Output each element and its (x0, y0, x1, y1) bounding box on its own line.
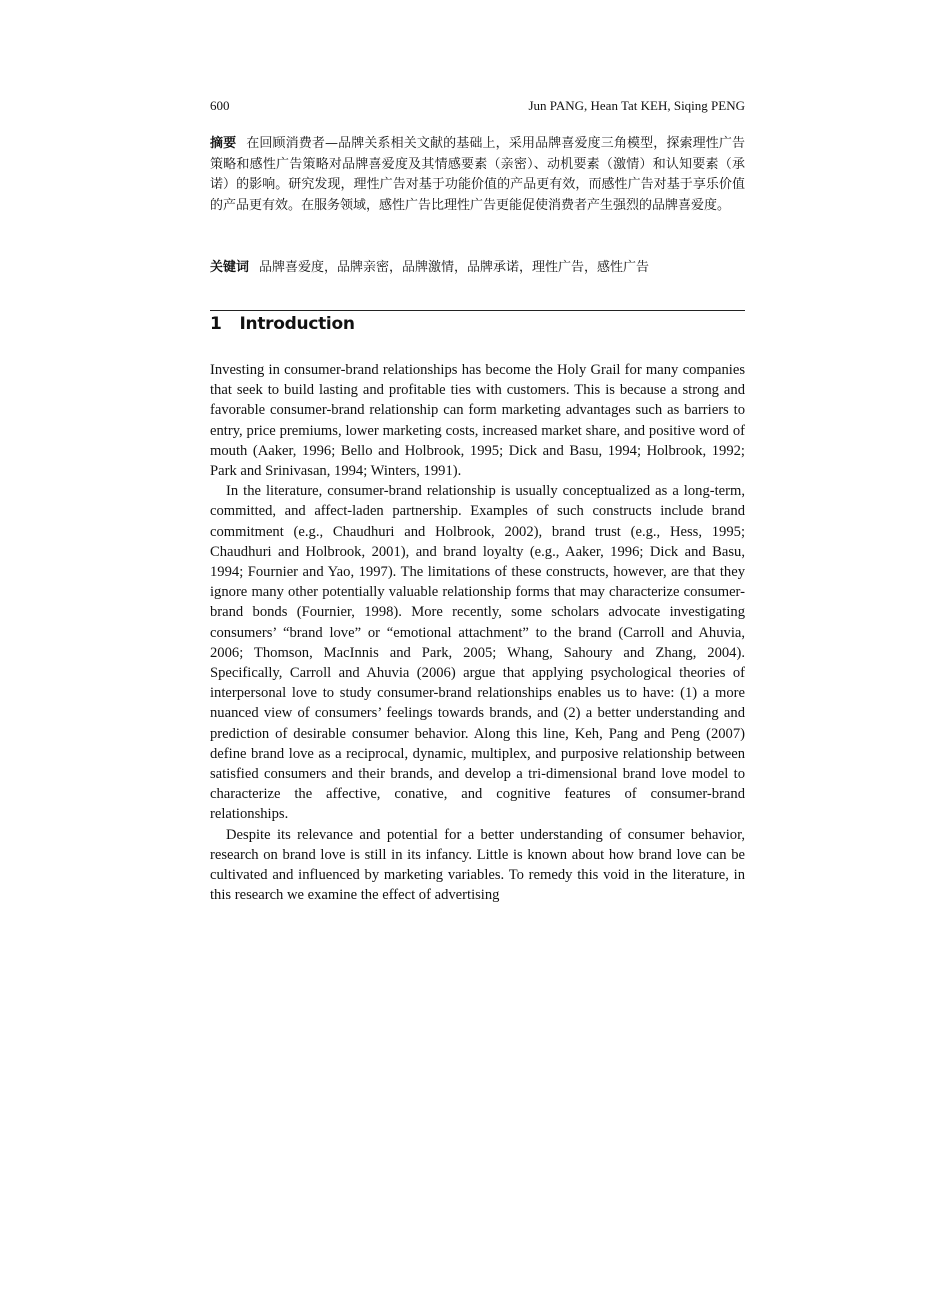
abstract-label: 摘要 (210, 136, 237, 151)
chinese-keywords (210, 256, 745, 275)
paragraph: Investing in consumer-brand relationships has become the Holy Grail for many companies that seek to build lasting and profitable ties with customers. This is because a strong and favorable consumer-brand relationship can form marketing advantages such as barriers to entry, price premiums, lower marketing costs, increased market share, and positive word of mouth (Aaker, 1996; Bello and Holbrook, 1995; Dick and Basu, 1994; Holbrook, 1992; Park and Srinivasan, 1994; Winters, 1991). (210, 362, 745, 480)
paragraph: In the literature, consumer-brand relationship is usually conceptualized as a long-term, committed, and affect-laden partnership. Examples of such constructs include brand commitment (e.g., Chaudhuri and Holbrook, 2002), brand trust (e.g., Hess, 1995; Chaudhuri and Holbrook, 2001), and brand loyalty (e.g., Aaker, 1996; Dick and Basu, 1994; Fournier and Yao, 1997). The limitations of these constructs, however, are that they ignore many other potentially valuable relationship forms that may characterize consumer-brand bonds (Fournier, 1998). More recently, some scholars advocate investigating consumers’ “brand love” or “emotional attachment” to the brand (Carroll and Ahuvia, 2006; Thomson, MacInnis and Park, 2005; Whang, Sahoury and Zhang, 2004). Specifically, Carroll and Ahuvia (2006) argue that applying psychological theories of interpersonal love to study consumer-brand relationships enables us to have: (1) a more nuanced view of consumers’ feelings towards brands, and (2) a better understanding and prediction of desirable consumer behavior. Along this line, Keh, Pang and Peng (2007) define brand love as a reciprocal, dynamic, multiplex, and purposive relationship between satisfied consumers and their brands, and develop a tri-dimensional brand love model to characterize the affective, conative, and cognitive features of consumer-brand relationships. (210, 483, 745, 823)
abstract-text: 在回顾消费者—品牌关系相关文献的基础上，采用品牌喜爱度三角模型，探索理性广告策略和感性广告策略对品牌喜爱度及其情感要素（亲密）、动机要素（激情）和认知要素（承诺）的影响。研究发现，理性广告对基于功能价值的产品更有效，而感性广告对基于享乐价值的产品更有效。在服务领域，感性广告比理性广告更能促使消费者产生强烈的品牌喜爱度。 (210, 136, 745, 213)
body-text (210, 360, 745, 905)
running-header (210, 98, 745, 114)
section-title: Introduction (239, 314, 355, 334)
running-authors: Jun PANG, Hean Tat KEH, Siqing PENG (528, 98, 745, 113)
section-divider (210, 310, 745, 311)
keywords-text: 品牌喜爱度，品牌亲密，品牌激情，品牌承诺，理性广告，感性广告 (259, 260, 650, 275)
chinese-abstract (210, 134, 745, 216)
section-number: 1 (210, 314, 222, 334)
keywords-label: 关键词 (210, 260, 250, 275)
page-number: 600 (210, 98, 230, 113)
section-heading (210, 314, 355, 334)
paragraph: Despite its relevance and potential for a better understanding of consumer behavior, research on brand love is still in its infancy. Little is known about how brand love can be cultivated and influenced by marketing variables. To remedy this void in the literature, in this research we examine the effect of advertising (210, 826, 745, 904)
